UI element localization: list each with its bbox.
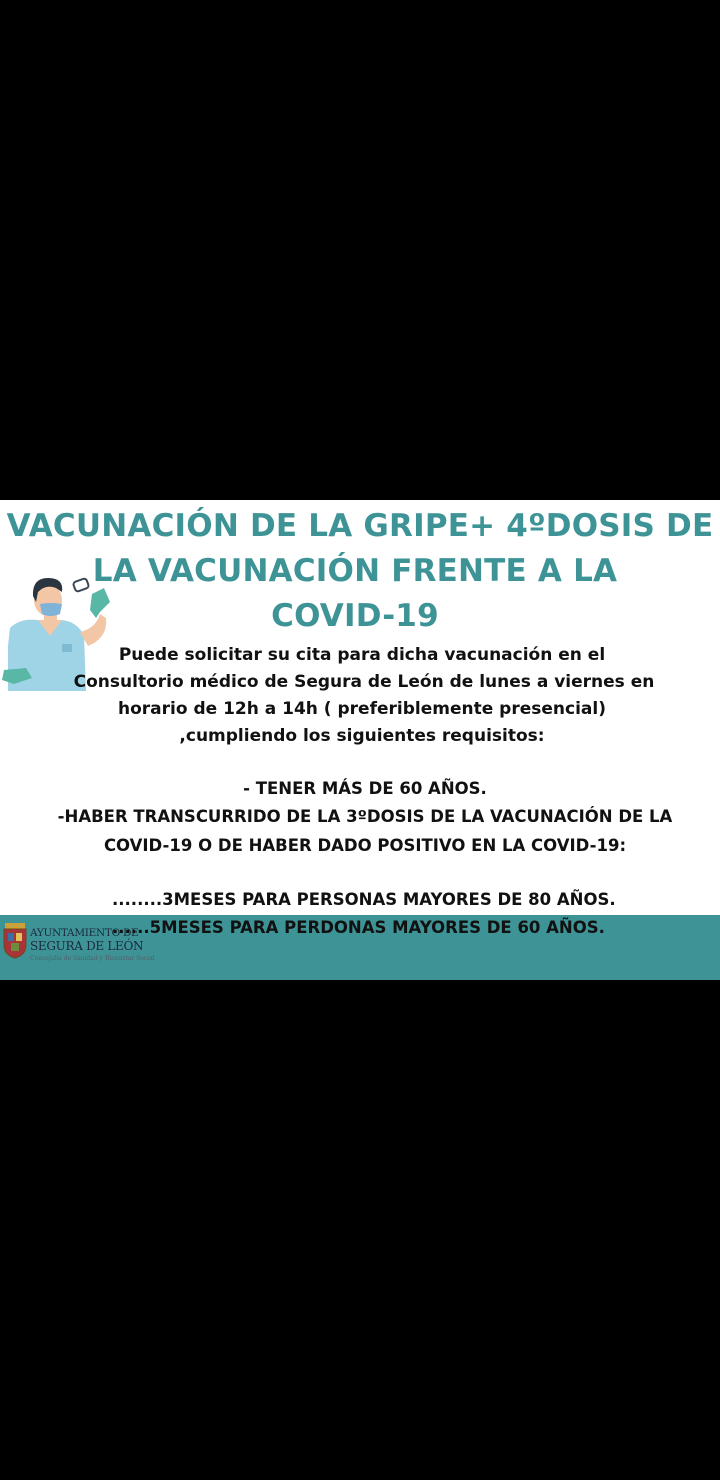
logo-text-line-1: AYUNTAMIENTO DE	[30, 927, 139, 939]
coat-of-arms-icon	[2, 921, 28, 959]
requirement-interval-line-2: COVID-19 O DE HABER DADO POSITIVO EN LA COVID-19:	[103, 836, 627, 855]
title-line-3: COVID-19	[271, 598, 439, 634]
logo-text-line-2: SEGURA DE LEÓN	[30, 939, 144, 953]
body-line-3: horario de 12h a 14h ( preferiblemente presencial)	[118, 699, 606, 719]
requirement-age: - TENER MÁS DE 60 AÑOS.	[243, 779, 487, 798]
body-line-1: Puede solicitar su cita para dicha vacunación en el	[118, 645, 606, 665]
requirement-over-80: ........3MESES PARA PERSONAS MAYORES DE 80 AÑOS.	[112, 890, 616, 909]
poster-body	[0, 642, 720, 750]
body-line-4: ,cumpliendo los siguientes requisitos:	[179, 726, 545, 746]
body-line-2: Consultorio médico de Segura de León de lunes a viernes en	[73, 672, 655, 692]
title-line-1: VACUNACIÓN DE LA GRIPE+ 4ºDOSIS DE	[6, 508, 714, 544]
vaccination-poster	[0, 500, 720, 980]
logo-text-line-3: Concejalía de Sanidad y Bienestar Social	[30, 955, 155, 962]
requirement-interval-line-1: -HABER TRANSCURRIDO DE LA 3ºDOSIS DE LA VACUNACIÓN DE LA	[57, 807, 673, 826]
title-line-2: LA VACUNACIÓN FRENTE A LA	[92, 553, 618, 589]
requirement-over-60: ......5MESES PARA PERDONAS MAYORES DE 60 AÑOS.	[112, 918, 605, 937]
